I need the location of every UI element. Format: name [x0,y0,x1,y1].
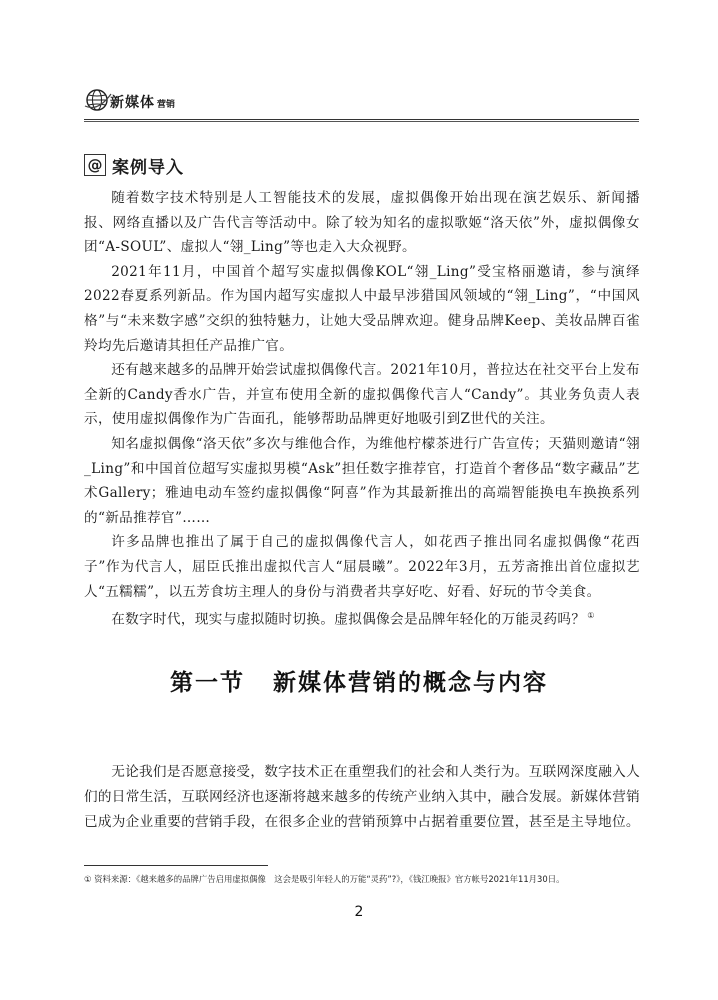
section-number: 第一节 [170,669,245,696]
section-heading [0,664,718,697]
page-number: 2 [354,904,364,920]
footnote-rule [84,865,268,866]
header-brand-subtitle: 营销 [157,100,176,110]
case-question: 在数字时代，现实与虚拟随时切换。虚拟偶像会是品牌年轻化的万能灵药吗？ [111,611,586,628]
header-brand-title: 新媒体 [110,95,155,111]
case-paragraph: 知名虚拟偶像“洛天依”多次与维他合作，为维他柠檬茶进行广告宣传；天猫则邀请“翎_Ling”和中国首位超写实虚拟男模“Ask”担任数字推荐官，打造首个奢侈品“数字藏品”艺术Gallery；雅迪电动车签约虚拟偶像“阿喜”作为其最新推出的高端智能换电车换换系列的“新品推荐官”…… [84,435,640,526]
section-paragraph: 无论我们是否愿意接受，数字技术正在重塑我们的社会和人类行为。互联网深度融入人们的日常生活，互联网经济也逐渐将越来越多的传统产业纳入其中，融合发展。新媒体营销已成为企业重要的营销手段，在很多企业的营销预算中占据着重要位置，甚至是主导地位。 [84,764,640,830]
footnote-marker: ① [587,611,595,621]
case-paragraph-last [84,604,640,632]
section-body [84,760,640,835]
section-title: 新媒体营销的概念与内容 [273,669,548,696]
case-heading [84,152,184,178]
header-rule-thin [84,121,639,122]
running-header [84,86,639,126]
case-paragraph: 还有越来越多的品牌开始尝试虚拟偶像代言。2021年10月，普拉达在社交平台上发布全新的Candy香水广告，并宣布使用全新的虚拟偶像代言人“Candy”。其业务负责人表示，使用虚拟偶像作为广告面孔，能够帮助品牌更好地吸引到Z世代的关注。 [84,362,640,428]
case-title: 案例导入 [112,157,184,178]
case-paragraph: 许多品牌也推出了属于自己的虚拟偶像代言人，如花西子推出同名虚拟偶像“花西子”作为代言人，屈臣氏推出虚拟代言人“屈晨曦”。2022年3月，五芳斋推出首位虚拟艺人“五糯糯”，以五芳食坊主理人的身份与消费者共享好吃、好看、好玩的节令美食。 [84,534,640,600]
footnote: ① 资料来源：《越来越多的品牌广告启用虚拟偶像 这会是吸引年轻人的万能“灵药”?》，《钱江晚报》官方帐号2021年11月30日。 [84,874,565,884]
header-rule [84,119,639,120]
case-paragraph: 2021年11月，中国首个超写实虚拟偶像KOL“翎_Ling”受宝格丽邀请，参与演绎2022春夏系列新品。作为国内超写实虚拟人中最早涉猎国风领域的“翎_Ling”，“中国风格”与“未来数字感”交织的独特魅力，让她大受品牌欢迎。健身品牌Keep、美妆品牌百雀羚均先后邀请其担任产品推广官。 [84,263,640,354]
case-paragraph: 随着数字技术特别是人工智能技术的发展，虚拟偶像开始出现在演艺娱乐、新闻播报、网络直播以及广告代言等活动中。除了较为知名的虚拟歌姬“洛天依”外，虚拟偶像女团“A-SOUL”、虚拟人“翎_Ling”等也走入大众视野。 [84,190,640,256]
header-brand [110,92,175,112]
case-body [84,186,640,632]
globe-icon [84,86,112,114]
at-sign-icon: @ [84,154,106,176]
